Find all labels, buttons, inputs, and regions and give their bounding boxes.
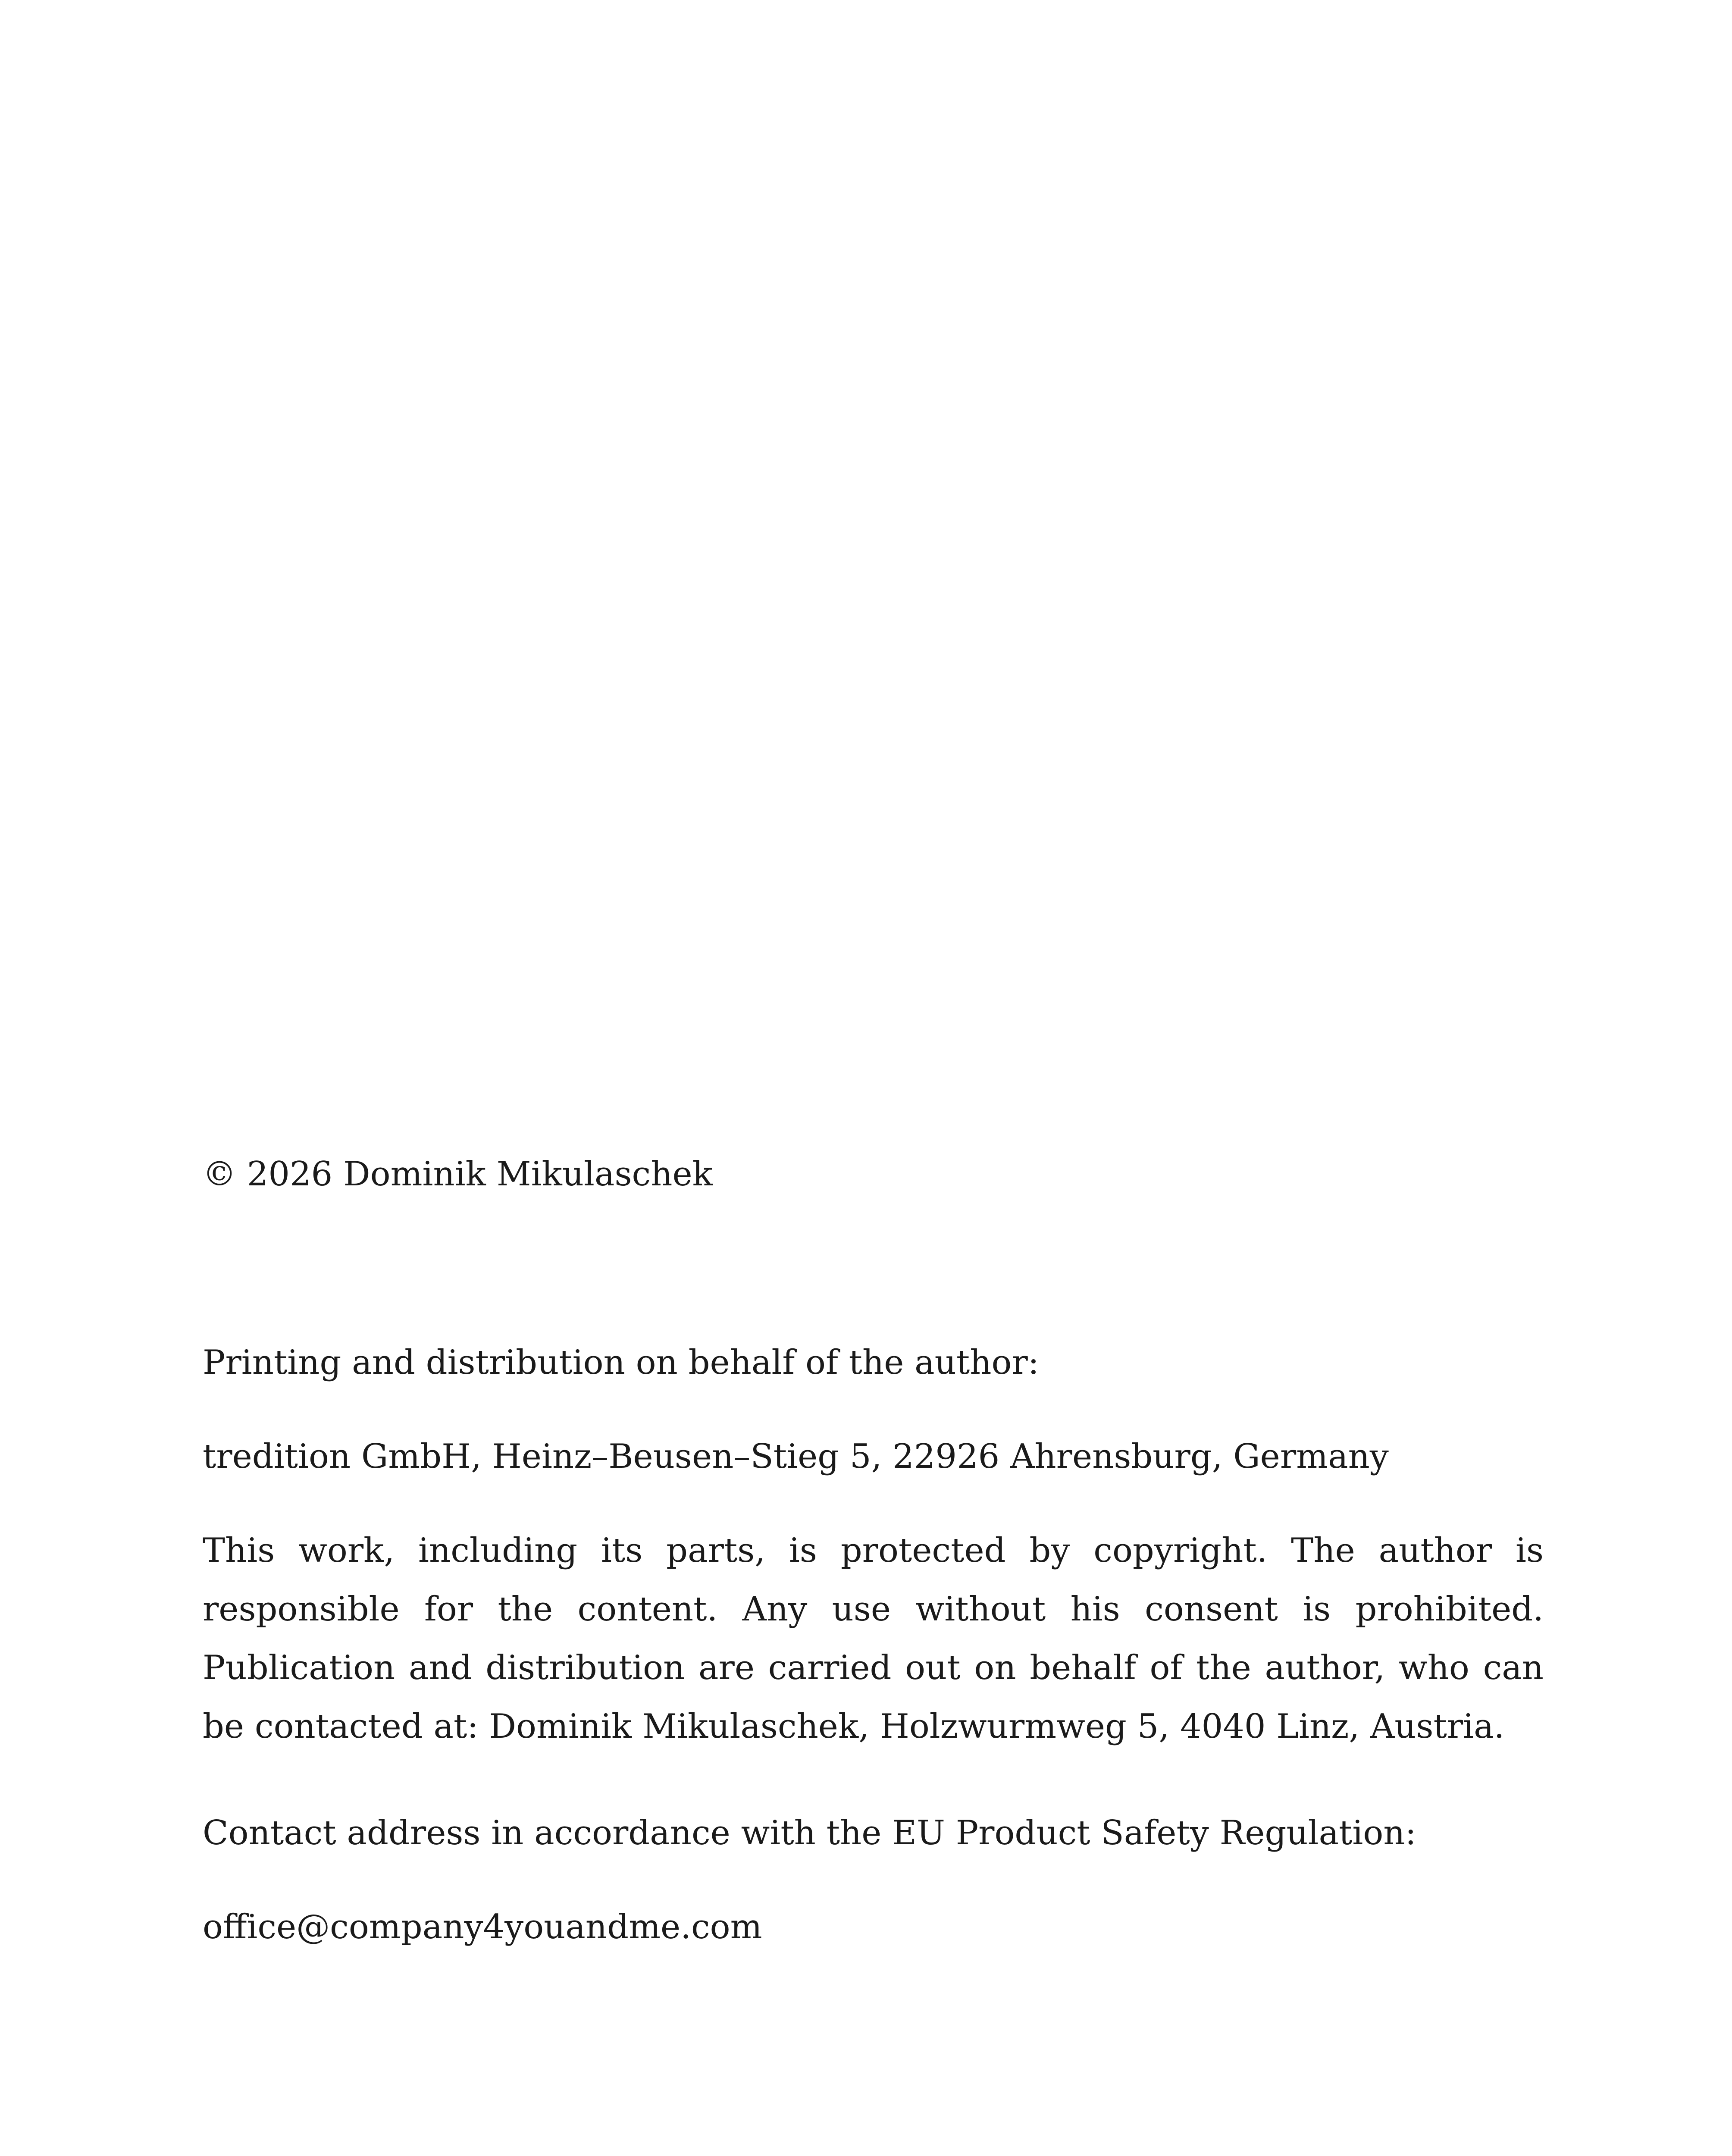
- publisher-address: tredition GmbH, Heinz–Beusen–Stieg 5, 22926 Ahrensburg, Germany: [203, 1437, 1389, 1476]
- eu-safety-contact-label: Contact address in accordance with the EU Product Safety Regulation:: [203, 1814, 1416, 1852]
- copyright-legal-notice: This work, including its parts, is protected by copyright. The author is responsible for the content. Any use without his consent is prohibited. Publication and distribution are carried out on behalf of the author, who can be contacted at: Dominik Mikulaschek, Holzwurmweg 5, 4040 Linz, Austria.: [203, 1531, 1544, 1746]
- printing-distribution-label: Printing and distribution on behalf of the author:: [203, 1343, 1040, 1382]
- copyright-line: © 2026 Dominik Mikulaschek: [203, 1155, 713, 1194]
- contact-email: office@company4youandme.com: [203, 1908, 762, 1946]
